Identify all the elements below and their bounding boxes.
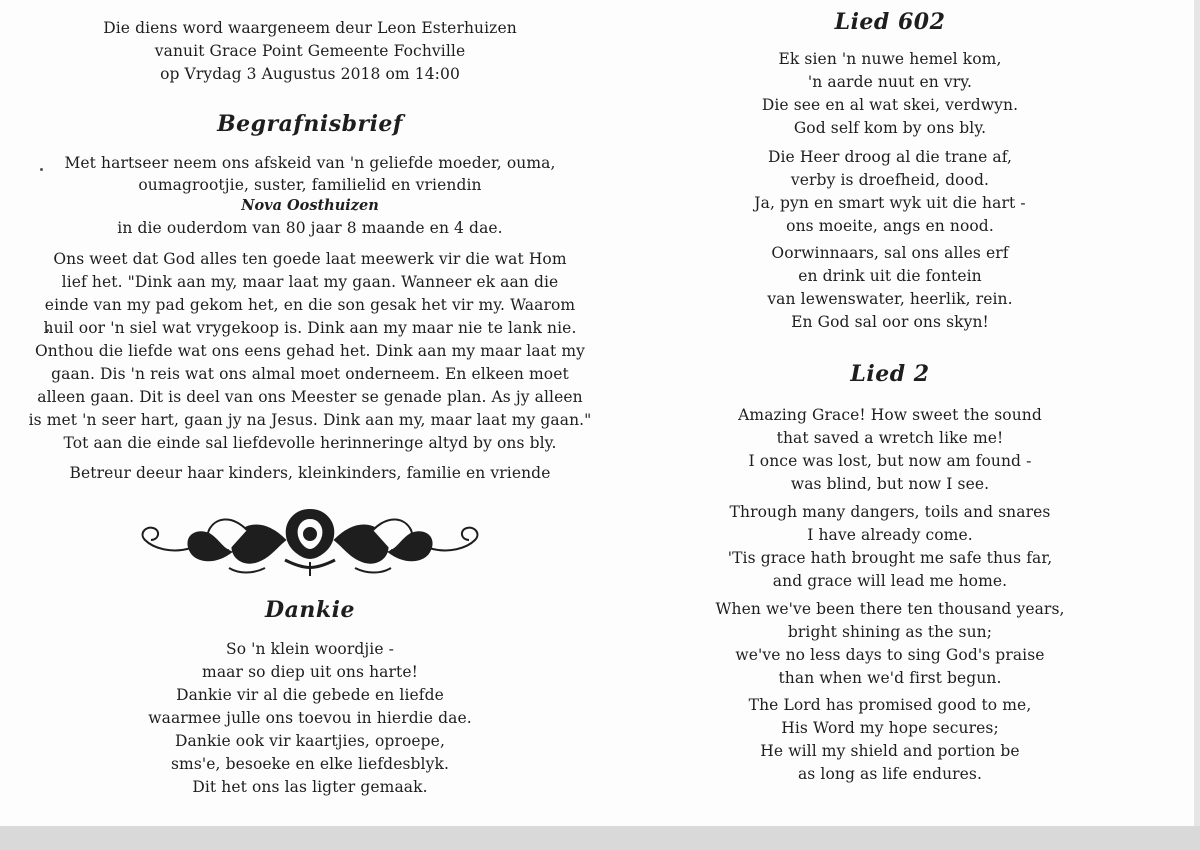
hymn-line: Die see en al wat skei, verdwyn. [761, 96, 1019, 114]
page-edge-bottom [0, 826, 1200, 850]
hymn-line: as long as life endures. [797, 765, 983, 783]
hymn-line: bright shining as the sun; [787, 623, 993, 641]
body-line: Ons weet dat God alles ten goede laat meewerk vir die wat Hom [53, 250, 567, 268]
hymn-line: en drink uit die fontein [798, 267, 982, 285]
intro-line: Met hartseer neem ons afskeid van 'n geliefde moeder, ouma, [64, 154, 556, 172]
hymn-line: van lewenswater, heerlik, rein. [767, 290, 1013, 308]
hymn-line: and grace will lead me home. [772, 572, 1008, 590]
intro-line: oumagrootjie, suster, familielid en vriendin [138, 176, 482, 194]
hymn-line: we've no less days to sing God's praise [735, 646, 1045, 664]
heading-lied-602: Lied 602 [834, 9, 946, 35]
heading-begrafnisbrief: Begrafnisbrief [217, 111, 403, 137]
dankie-line: sms'e, besoeke en elke liefdesblyk. [171, 755, 449, 773]
service-line: Die diens word waargeneem deur Leon Esterhuizen [103, 19, 517, 37]
age-line: in die ouderdom van 80 jaar 8 maande en 4 dae. [117, 219, 503, 237]
hymn-line: than when we'd first begun. [778, 669, 1002, 687]
hymn-line: 'n aarde nuut en vry. [807, 73, 973, 91]
hymn-line: The Lord has promised good to me, [748, 696, 1032, 714]
mourners-line: Betreur deeur haar kinders, kleinkinders, familie en vriende [69, 464, 551, 482]
hymn-line: I have already come. [807, 526, 973, 544]
body-line: is met 'n seer hart, gaan jy na Jesus. Dink aan my, maar laat my gaan." [28, 411, 592, 429]
hymn-line: God self kom by ons bly. [793, 119, 987, 137]
body-line: huil oor 'n siel wat vrygekoop is. Dink aan my maar nie te lank nie. [43, 319, 577, 337]
body-line: einde van my pad gekom het, en die son gesak het vir my. Waarom [44, 296, 576, 314]
body-line: gaan. Dis 'n reis wat ons almal moet onderneem. En elkeen moet [51, 365, 569, 383]
service-line: op Vrydag 3 Augustus 2018 om 14:00 [160, 65, 460, 83]
body-line: alleen gaan. Dit is deel van ons Meester se genade plan. As jy alleen [37, 388, 583, 406]
dankie-line: maar so diep uit ons harte! [202, 663, 418, 681]
hymn-line: Through many dangers, toils and snares [729, 503, 1051, 521]
dankie-line: So 'n klein woordjie - [226, 640, 394, 658]
hymn-line: that saved a wretch like me! [776, 429, 1004, 447]
body-line: Tot aan die einde sal liefdevolle herinneringe altyd by ons bly. [63, 434, 557, 452]
hymn-line: Oorwinnaars, sal ons alles erf [771, 244, 1009, 262]
dankie-line: Dankie ook vir kaartjies, oproepe, [175, 732, 445, 750]
body-line: Onthou die liefde wat ons eens gehad het. Dink aan my maar laat my [34, 342, 586, 360]
hymn-line: Die Heer droog al die trane af, [767, 148, 1013, 166]
dankie-line: Dankie vir al die gebede en liefde [176, 686, 444, 704]
hymn-line: Ek sien 'n nuwe hemel kom, [778, 50, 1002, 68]
service-line: vanuit Grace Point Gemeente Fochville [154, 42, 466, 60]
hymn-line: ons moeite, angs en nood. [786, 217, 994, 235]
hymn-line: was blind, but now I see. [790, 475, 990, 493]
hymn-line: I once was lost, but now am found - [748, 452, 1032, 470]
dankie-line: waarmee julle ons toevou in hierdie dae. [148, 709, 472, 727]
dankie-line: Dit het ons las ligter gemaak. [192, 778, 428, 796]
hymn-line: verby is droefheid, dood. [790, 171, 990, 189]
hymn-line: 'Tis grace hath brought me safe thus far, [727, 549, 1053, 567]
heading-lied-2: Lied 2 [850, 361, 930, 387]
floral-scroll-ornament-icon [135, 500, 485, 580]
hymn-line: He will my shield and portion be [760, 742, 1020, 760]
hymn-line: His Word my hope secures; [781, 719, 999, 737]
hymn-line: Amazing Grace! How sweet the sound [738, 406, 1042, 424]
hymn-line: Ja, pyn en smart wyk uit die hart - [754, 194, 1026, 212]
body-line: lief het. "Dink aan my, maar laat my gaan. Wanneer ek aan die [61, 273, 559, 291]
hymn-line: En God sal oor ons skyn! [791, 313, 989, 331]
heading-dankie: Dankie [265, 597, 355, 623]
hymn-line: When we've been there ten thousand years, [715, 600, 1065, 618]
deceased-name: Nova Oosthuizen [241, 197, 379, 214]
page-edge-right [1194, 0, 1200, 826]
